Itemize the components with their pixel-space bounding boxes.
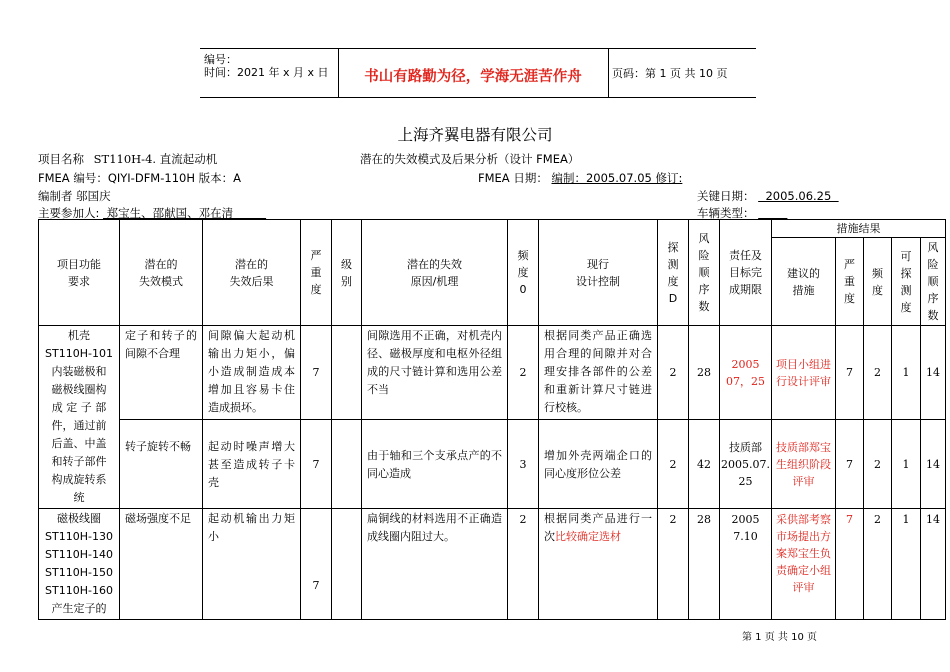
header-page-cell xyxy=(608,49,756,97)
participants-value: 郑宝生、邵献国、邓在清 xyxy=(103,206,267,220)
table-row xyxy=(39,326,946,420)
result-occurrence-cell: 2 xyxy=(864,509,892,620)
document-title: 潜在的失效模式及后果分析（设计 FMEA） xyxy=(360,152,580,166)
failure-effect-cell: 间隙偏大起动机输出力矩小，偏小造成制造成本增加且容易卡住造成损坏。 xyxy=(203,326,301,420)
failure-cause-cell: 扁铜线的材料选用不正确造成线圈内阻过大。 xyxy=(362,509,508,620)
rpn-cell: 42 xyxy=(689,420,720,509)
recommended-action-cell: 项目小组进行设计评审 xyxy=(772,326,836,420)
failure-cause-cell: 间隙选用不正确，对机壳内径、磁极厚度和电枢外径组成的尺寸链计算和选用公差不当 xyxy=(362,326,508,420)
document-header xyxy=(200,48,756,98)
fmea-date-value: 编制：2005.07.05 修订: xyxy=(551,171,683,185)
class-cell xyxy=(332,509,362,620)
severity-cell: 7 xyxy=(301,420,332,509)
result-detection-cell: 1 xyxy=(892,420,921,509)
result-severity-cell: 7 xyxy=(836,420,864,509)
rpn-cell: 28 xyxy=(689,326,720,420)
col-r-severity-header: 严 重 度 xyxy=(836,238,864,326)
result-occurrence-cell: 2 xyxy=(864,420,892,509)
responsibility-cell: 2005 07，25 xyxy=(720,326,772,420)
col-rpn-header: 风 险 顺 序 数 xyxy=(689,220,720,326)
design-control-cell: 增加外壳两端企口的同心度形位公差 xyxy=(539,420,658,509)
result-rpn-cell: 14 xyxy=(921,509,946,620)
col-class-header: 级 别 xyxy=(332,220,362,326)
fmea-number: FMEA 编号：QIYI-DFM-110H 版本：A xyxy=(38,171,241,185)
col-effect-header: 潜在的 失效后果 xyxy=(203,220,301,326)
col-r-rpn-header: 风 险 顺 序 数 xyxy=(921,238,946,326)
result-detection-cell: 1 xyxy=(892,326,921,420)
severity-cell: 7 xyxy=(301,326,332,420)
design-control-cell: 根据同类产品正确选用合理的间隙并对合理安排各部件的公差和重新计算尺寸链进行校核。 xyxy=(539,326,658,420)
page-label: 页码：第 1 页 共 10 页 xyxy=(612,67,728,80)
responsibility-cell: 技质部 2005.07. 25 xyxy=(720,420,772,509)
result-severity-cell: 7 xyxy=(836,326,864,420)
col-r-occurrence-header: 频 度 xyxy=(864,238,892,326)
failure-mode-cell: 定子和转子的间隙不合理 xyxy=(120,326,203,420)
header-left-cell xyxy=(200,49,339,97)
detection-cell: 2 xyxy=(658,326,689,420)
design-control-text: 根据同类产品进行一次 xyxy=(544,512,652,543)
participants-label: 主要参加人: xyxy=(38,206,100,220)
col-occurrence-header: 频 度 0 xyxy=(508,220,539,326)
project-label: 项目名称 xyxy=(38,152,84,166)
key-date-label: 关键日期： xyxy=(697,189,755,203)
failure-cause-cell: 由于轴和三个支承点产的不同心造成 xyxy=(362,420,508,509)
results-group-header: 措施结果 xyxy=(772,220,946,238)
header-motto-cell xyxy=(338,49,609,97)
result-detection-cell: 1 xyxy=(892,509,921,620)
responsibility-cell: 2005 7.10 xyxy=(720,509,772,620)
failure-mode-cell: 转子旋转不畅 xyxy=(120,420,203,509)
class-cell xyxy=(332,420,362,509)
company-name: 上海齐翼电器有限公司 xyxy=(397,126,553,144)
class-cell xyxy=(332,326,362,420)
time-label: 时间：2021 年 x 月 x 日 xyxy=(204,66,329,79)
header-row-1 xyxy=(39,220,946,238)
design-control-cell xyxy=(539,509,658,620)
result-rpn-cell: 14 xyxy=(921,326,946,420)
col-r-detection-header: 可 探 测 度 xyxy=(892,238,921,326)
key-date-value: 2005.06.25 xyxy=(758,189,839,203)
detection-cell: 2 xyxy=(658,420,689,509)
vehicle-type-value xyxy=(758,206,787,220)
occurrence-cell: 2 xyxy=(508,326,539,420)
table-row xyxy=(39,509,946,620)
recommended-action-cell: 采供部考察市场提出方案郑宝生负责确定小组评审 xyxy=(772,509,836,620)
failure-effect-cell: 起动机输出力矩小 xyxy=(203,509,301,620)
recommended-action-cell: 技质部郑宝生组织阶段评审 xyxy=(772,420,836,509)
project-name-line xyxy=(38,151,217,167)
col-recommended-header: 建议的 措施 xyxy=(772,238,836,326)
editor-line: 编制者 邬国庆 xyxy=(38,189,111,203)
col-responsibility-header: 责任及 目标完 成期限 xyxy=(720,220,772,326)
col-cause-header: 潜在的失效 原因/机理 xyxy=(362,220,508,326)
col-function-header: 项目功能 要求 xyxy=(39,220,120,326)
motto: 书山有路勤为径，学海无涯苦作舟 xyxy=(364,69,582,85)
occurrence-cell: 3 xyxy=(508,420,539,509)
page-footer: 第 1 页 共 10 页 xyxy=(742,632,817,643)
occurrence-cell: 2 xyxy=(508,509,539,620)
failure-effect-cell: 起动时噪声增大甚至造成转子卡壳 xyxy=(203,420,301,509)
result-rpn-cell: 14 xyxy=(921,420,946,509)
severity-cell: 7 xyxy=(301,509,332,620)
key-date-line xyxy=(697,188,839,204)
fmea-date-label: FMEA 日期： xyxy=(478,171,548,185)
result-occurrence-cell: 2 xyxy=(864,326,892,420)
col-control-header: 现行 设计控制 xyxy=(539,220,658,326)
vehicle-type-label: 车辆类型： xyxy=(697,206,755,220)
col-detection-header: 探 测 度 D xyxy=(658,220,689,326)
table-row xyxy=(39,420,946,509)
failure-mode-cell: 磁场强度不足 xyxy=(120,509,203,620)
detection-cell: 2 xyxy=(658,509,689,620)
fmea-table xyxy=(38,219,946,620)
rpn-cell: 28 xyxy=(689,509,720,620)
function-cell: 磁极线圈 ST110H-130 ST110H-140 ST110H-150 ST110H-160 产生定子的 xyxy=(39,509,120,620)
result-severity-cell: 7 xyxy=(836,509,864,620)
design-control-highlight: 比较确定选材 xyxy=(555,530,621,543)
col-mode-header: 潜在的 失效模式 xyxy=(120,220,203,326)
fmea-date-line xyxy=(478,170,682,186)
col-severity-header: 严 重 度 xyxy=(301,220,332,326)
function-cell: 机壳 ST110H-101 内装磁极和 磁极线圈构 成 定 子 部 件，通过前 后盖、中盖 和转子部件 构成旋转系 统 xyxy=(39,326,120,509)
number-label: 编号： xyxy=(204,53,237,66)
project-value: ST110H-4. 直流起动机 xyxy=(93,152,218,166)
